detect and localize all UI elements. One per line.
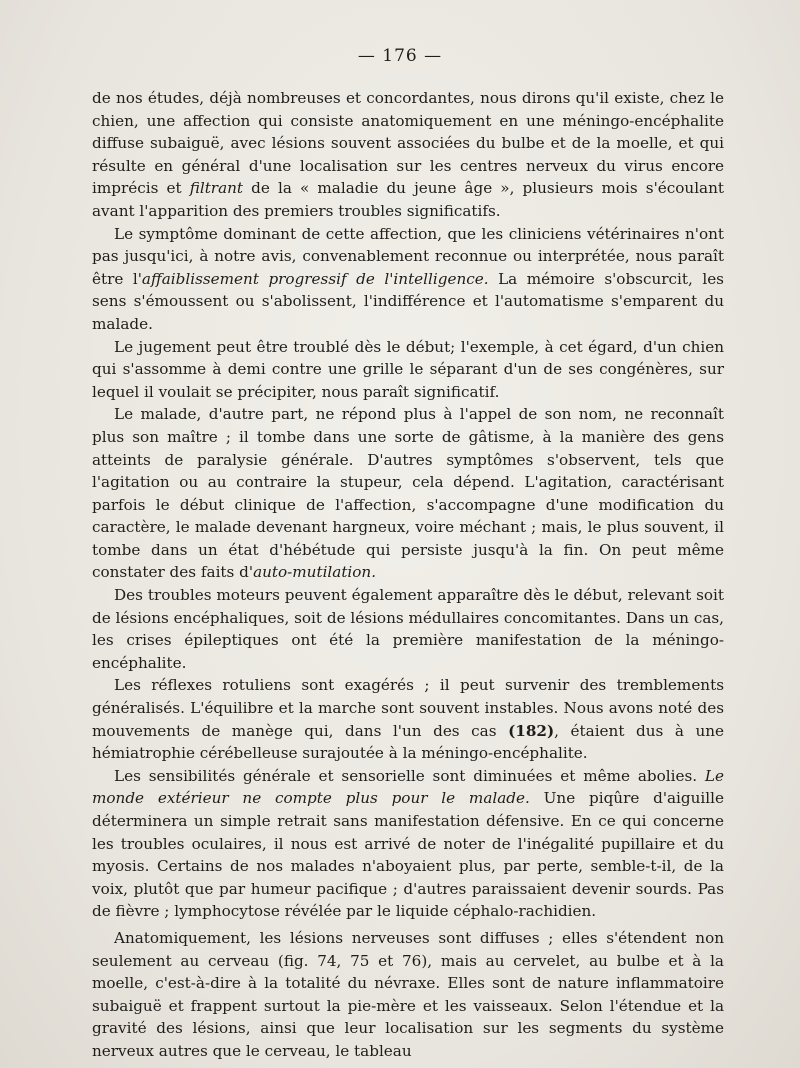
text-run: Le malade, d'autre part, ne répond plus à l'appel de son nom, ne reconnaît plus son maître ; il tombe dans une sorte de gâtisme, à la manière des gens atteints de paralysie générale. D'autres symptômes s'observent, tels que l'agitation ou au contraire la stupeur, cela dépend. L'agitation, caractérisant parfois le début clinique de l'affection, s'accompagne d'une modification du caractère, le malade devenant hargneux, voire méchant ; mais, le plus souvent, il tombe dans un état d'hébétude qui persiste jusqu'à la fin. On peut même constater des faits d' [92,405,724,582]
paragraph [92,674,724,764]
text-run: Des troubles moteurs peuvent également apparaître dès le début, relevant soit de lésions encéphaliques, soit de lésions médullaires concomitantes. Dans un cas, les crises épileptiques ont été la première manifestation de la méningo-encéphalite. [92,586,724,672]
paragraph [92,403,724,584]
paragraph [92,336,724,404]
emphasis-text: affaiblissement progressif de l'intelligence. [141,269,489,288]
paragraph [92,765,724,923]
text-run: , étaient dus à une hémiatrophie cérébelleuse surajoutée à la méningo-encéphalite. [92,721,724,763]
text-run: Le symptôme dominant de cette affection, que les cliniciens vétérinaires n'ont pas jusqu'ici, à notre avis, convenablement reconnue ou interprétée, nous paraît être l' [92,224,724,288]
body-text [92,87,724,1063]
text-run: Une piqûre d'aiguille déterminera un simple retrait sans manifestation défensive. En ce qui concerne les troubles oculaires, il nous est arrivé de noter de l'inégalité pupillaire et du myosis. Certains de nos malades n'aboyaient plus, par perte, semble-t-il, de la voix, plutôt que par humeur pacifique ; d'autres paraissaient devenir sourds. Pas de fièvre ; lymphocytose révélée par le liquide céphalo-rachidien. [92,789,724,921]
emphasis-text: filtrant [189,179,244,198]
emphasis-text: Le monde extérieur ne compte plus pour le malade. [92,766,724,808]
text-run: La mémoire s'obscurcit, les sens s'émoussent ou s'abolissent, l'indifférence et l'automatisme s'emparent du malade. [92,269,724,333]
text-run: Anatomiquement, les lésions nerveuses sont diffuses ; elles s'étendent non seulement au cerveau (fig. 74, 75 et 76), mais au cervelet, au bulbe et à la moelle, c'est-à-dire à la totalité du névraxe. Elles sont de nature inflammatoire subaiguë et frappent surtout la pie-mère et les vaisseaux. Selon l'étendue et la gravité des lésions, ainsi que leur localisation sur les segments du système nerveux autres que le cerveau, le tableau [92,928,724,1060]
page-number: — 176 — [357,46,443,66]
paragraph [92,584,724,674]
paragraph [92,927,724,1063]
reference-number: (182) [508,721,555,740]
paragraph [92,87,724,223]
text-run: Les sensibilités générale et sensorielle sont diminuées et même abolies. [114,766,705,785]
text-run: de nos études, déjà nombreuses et concordantes, nous dirons qu'il existe, chez le chien, une affection qui consiste anatomiquement en une méningo-encéphalite diffuse subaiguë, avec lésions souvent associées du bulbe et de la moelle, et qui résulte en général d'une localisation sur les centres nerveux du virus encore imprécis et [92,89,724,198]
emphasis-text: auto-mutilation. [253,563,377,582]
paragraph [92,223,724,336]
text-run: Les réflexes rotuliens sont exagérés ; il peut survenir des tremblements généralisés. L'équilibre et la marche sont souvent instables. Nous avons noté des mouvements de manège qui, dans l'un des cas [92,676,724,740]
text-run: Le jugement peut être troublé dès le début; l'exemple, à cet égard, d'un chien qui s'assomme à demi contre une grille le séparant d'un de ses congénères, sur lequel il voulait se précipiter, nous paraît significatif. [92,337,724,401]
text-run: de la « maladie du jeune âge », plusieurs mois s'écoulant avant l'apparition des premiers troubles significatifs. [92,179,724,220]
